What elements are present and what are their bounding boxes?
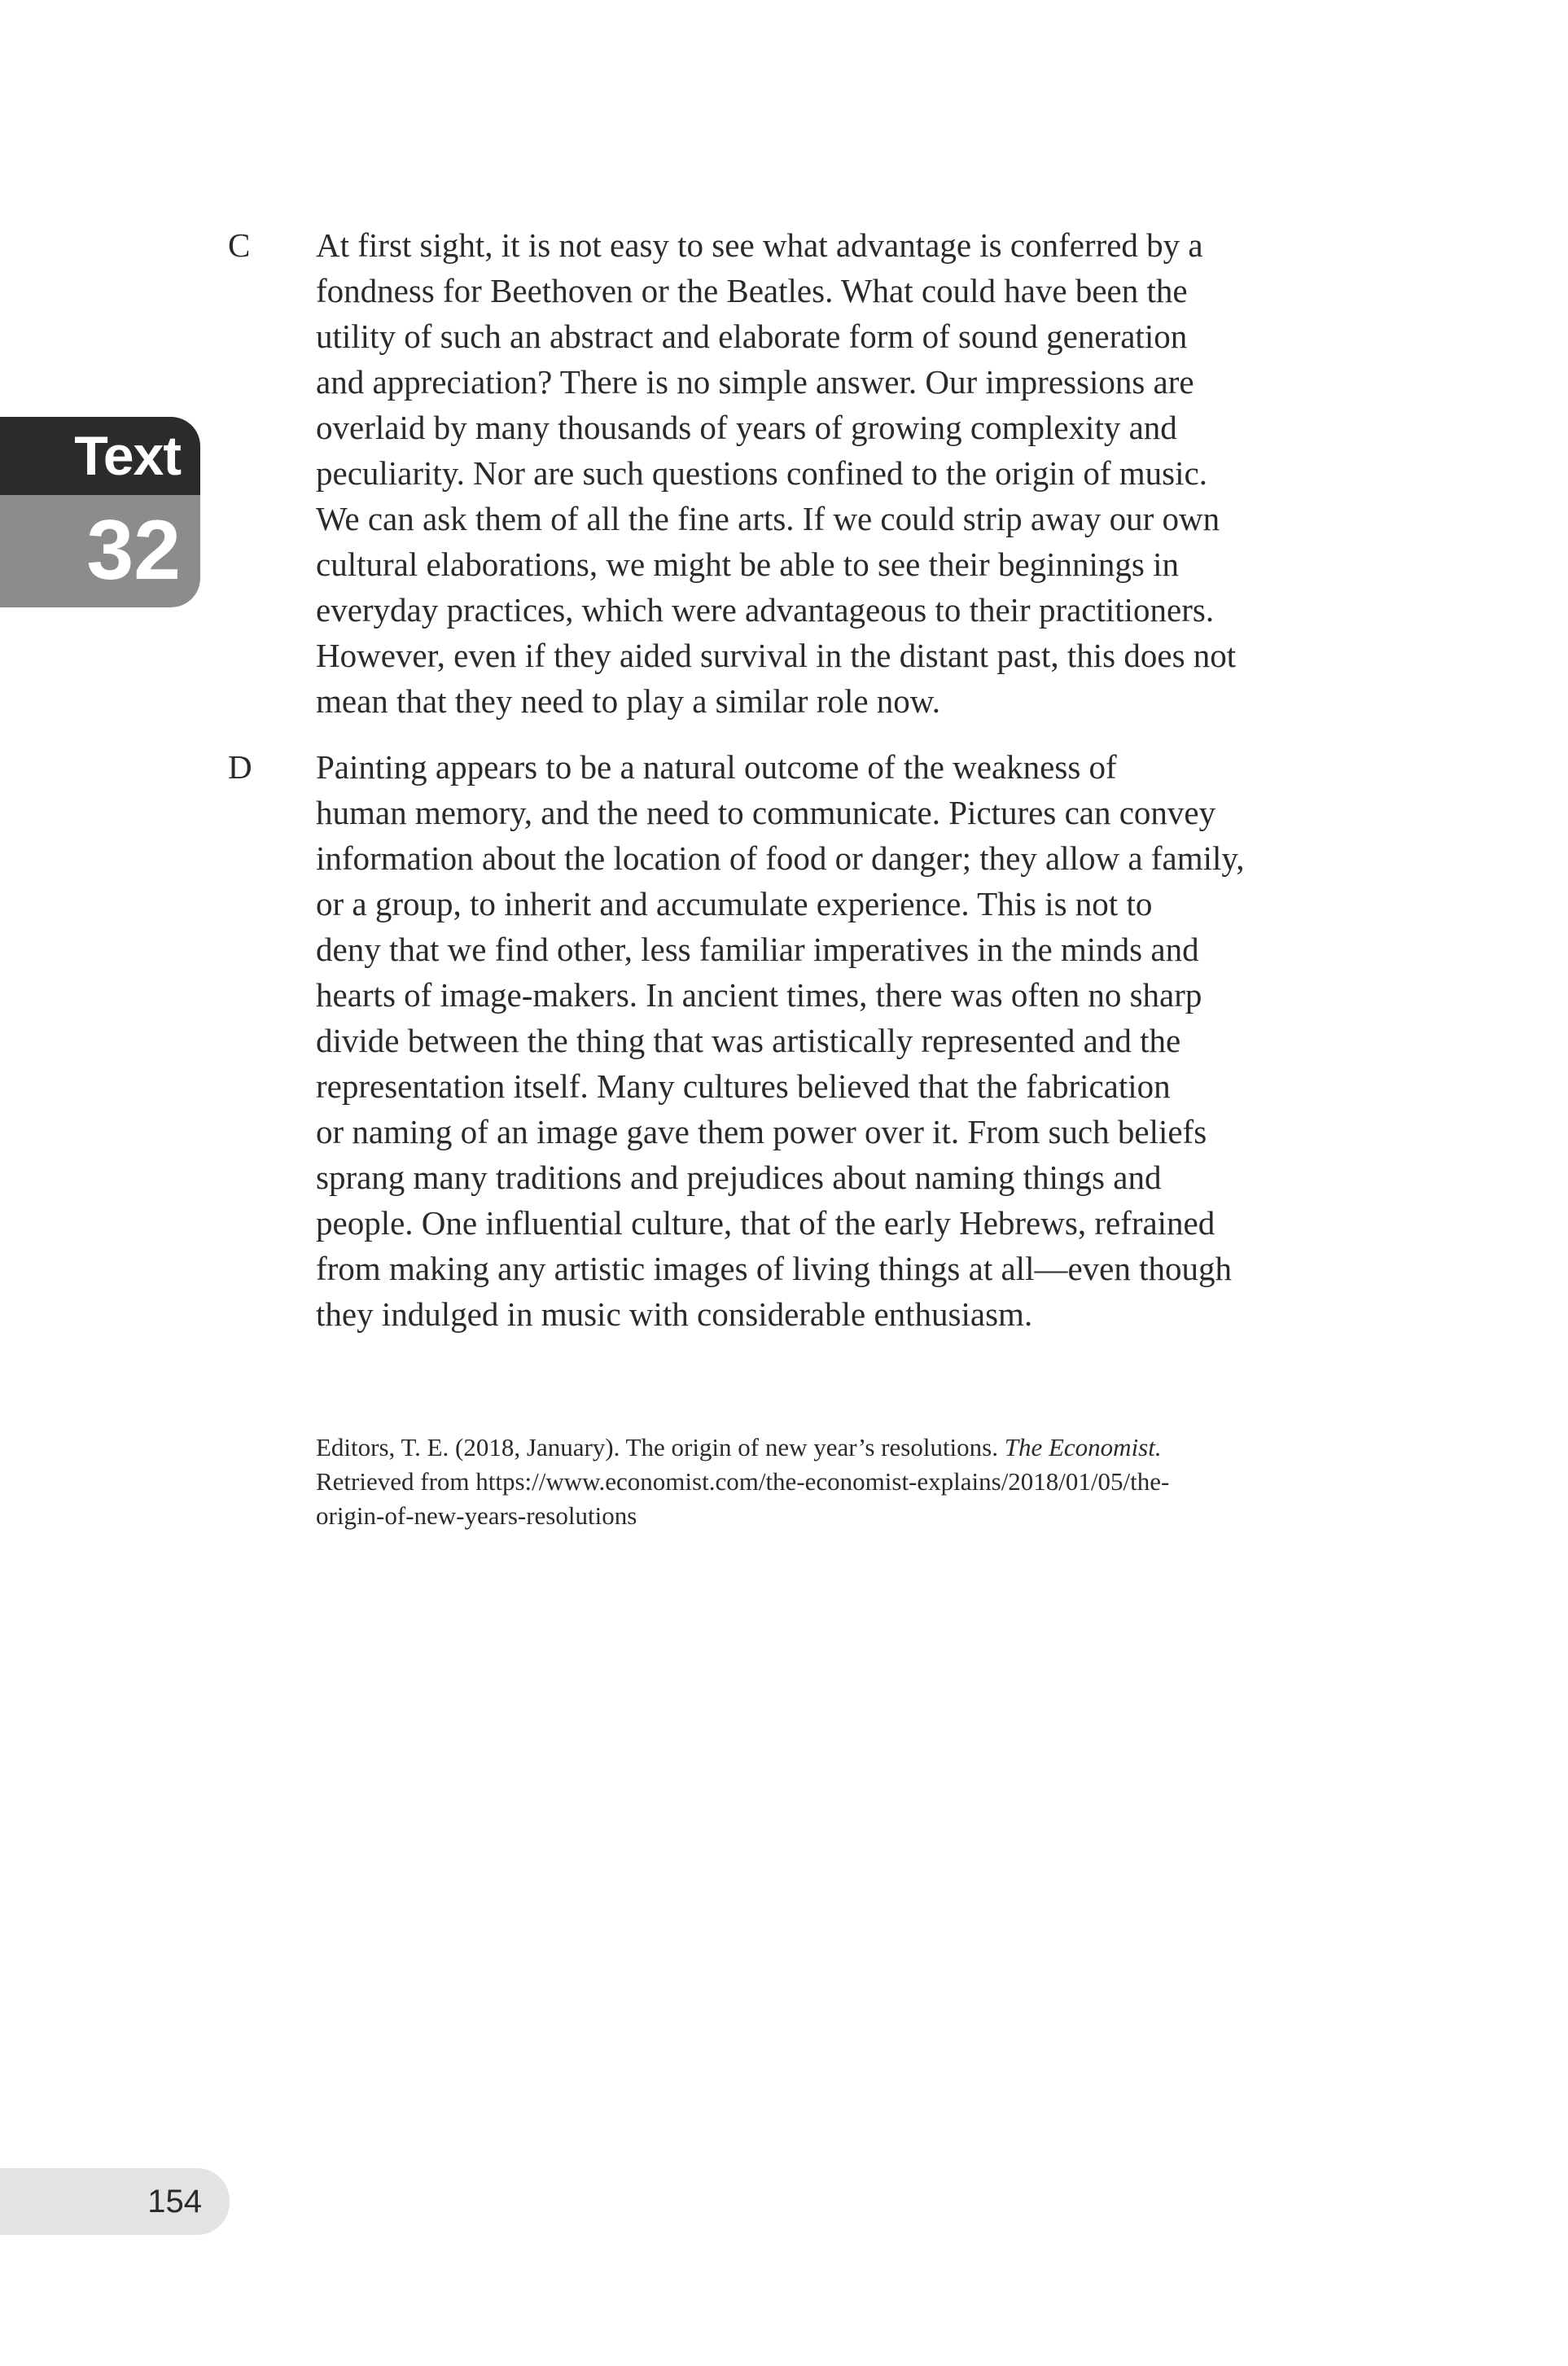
paragraph-line: human memory, and the need to communicate. Pictures can convey <box>316 794 1216 831</box>
paragraph-line: deny that we find other, less familiar imperatives in the minds and <box>316 931 1199 968</box>
paragraph-line: At first sight, it is not easy to see what advantage is conferred by a <box>316 226 1203 264</box>
paragraph-line: utility of such an abstract and elaborate form of sound generation <box>316 318 1188 355</box>
paragraph-line: We can ask them of all the fine arts. If we could strip away our own <box>316 500 1220 537</box>
paragraph-line: from making any artistic images of living things at all—even though <box>316 1250 1232 1287</box>
paragraph-line: fondness for Beethoven or the Beatles. What could have been the <box>316 272 1188 309</box>
citation <box>316 1431 1374 1533</box>
paragraph-line: everyday practices, which were advantageous to their practitioners. <box>316 591 1215 629</box>
paragraph-letter: C <box>228 226 251 264</box>
text-number: 32 <box>86 503 181 598</box>
paragraph-line: peculiarity. Nor are such questions confined to the origin of music. <box>316 454 1207 492</box>
paragraph-text <box>316 222 1366 724</box>
paragraph-line: Painting appears to be a natural outcome of the weakness of <box>316 748 1117 786</box>
page-number-tab <box>0 2168 230 2235</box>
paragraph-letter: D <box>228 748 252 786</box>
paragraph-line: or a group, to inherit and accumulate experience. This is not to <box>316 885 1153 922</box>
paragraph-line: people. One influential culture, that of the early Hebrews, refrained <box>316 1204 1215 1242</box>
text-label: Text <box>74 425 181 487</box>
citation-source-title: The Economist. <box>1004 1433 1162 1461</box>
paragraph-line: However, even if they aided survival in the distant past, this does not <box>316 637 1237 674</box>
text-number-tab <box>0 417 200 607</box>
paragraph-text <box>316 744 1366 1337</box>
citation-text: Editors, T. E. (2018, January). The origin of new year’s resolutions. <box>316 1433 1005 1461</box>
paragraph-line: information about the location of food or danger; they allow a family, <box>316 839 1245 877</box>
citation-url-line: Retrieved from https://www.economist.com/the-economist-explains/2018/01/05/the- <box>316 1467 1170 1496</box>
paragraph-line: and appreciation? There is no simple answer. Our impressions are <box>316 363 1194 401</box>
paragraph-line: overlaid by many thousands of years of growing complexity and <box>316 409 1177 446</box>
paragraph-line: divide between the thing that was artistically represented and the <box>316 1022 1181 1059</box>
paragraph-line: mean that they need to play a similar role now. <box>316 682 940 720</box>
citation-url-line: origin-of-new-years-resolutions <box>316 1501 637 1530</box>
text-number-block <box>0 495 200 607</box>
paragraph-line: cultural elaborations, we might be able to see their beginnings in <box>316 545 1180 583</box>
paragraph-line: they indulged in music with considerable enthusiasm. <box>316 1295 1033 1333</box>
page-number: 154 <box>147 2184 202 2219</box>
paragraph-line: hearts of image-makers. In ancient times, there was often no sharp <box>316 976 1202 1014</box>
paragraph-line: or naming of an image gave them power over it. From such beliefs <box>316 1113 1207 1150</box>
citation-line <box>316 1431 1374 1465</box>
paragraph-line: sprang many traditions and prejudices about naming things and <box>316 1159 1162 1196</box>
paragraph-line: representation itself. Many cultures believed that the fabrication <box>316 1067 1171 1105</box>
text-label-block <box>0 417 200 495</box>
